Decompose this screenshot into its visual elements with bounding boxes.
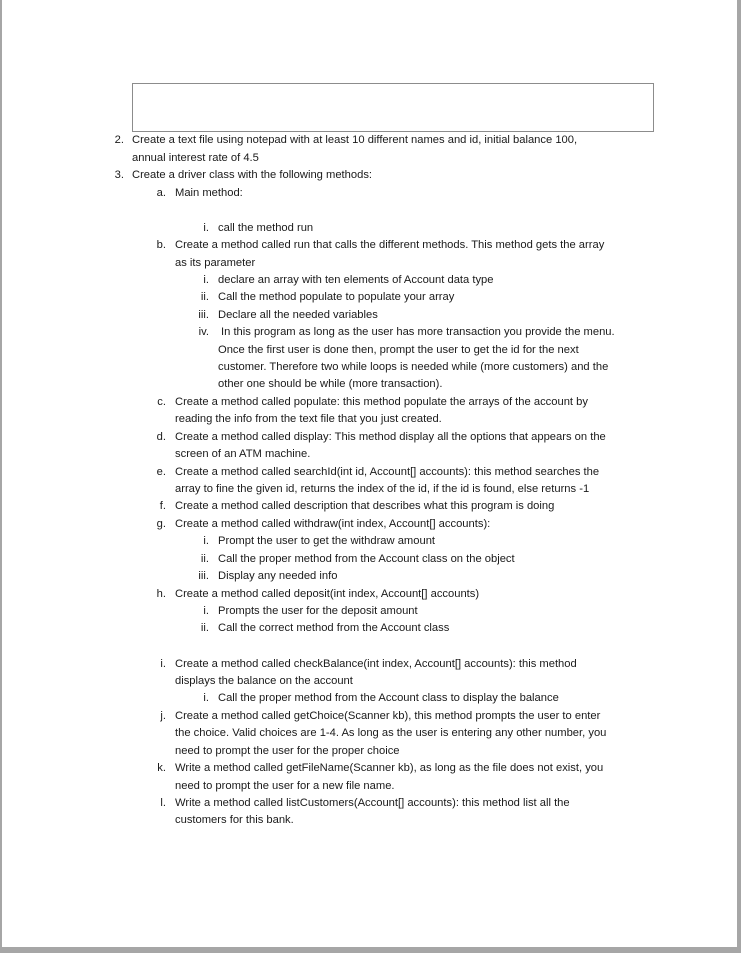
list-marker: b. xyxy=(156,239,166,251)
list-item-text: Prompts the user for the deposit amount xyxy=(218,605,418,617)
list-marker: ii. xyxy=(200,553,209,565)
document-page xyxy=(2,0,737,947)
list-item-text: customer. Therefore two while loops is needed while (more customers) and the xyxy=(218,361,609,373)
list-item-text: Create a method called display: This method display all the options that appears on the xyxy=(175,431,606,443)
list-item-text: reading the info from the text file that you just created. xyxy=(175,413,442,425)
list-item-text: Create a method called description that describes what this program is doing xyxy=(175,500,555,512)
list-marker: c. xyxy=(157,396,166,408)
list-marker: ii. xyxy=(200,622,209,634)
list-item-text: as its parameter xyxy=(175,257,256,269)
list-item-text: screen of an ATM machine. xyxy=(175,448,311,460)
list-marker: i. xyxy=(203,692,209,704)
list-marker: l. xyxy=(160,797,166,809)
list-item-text: Call the correct method from the Account class xyxy=(218,622,450,634)
list-marker: i. xyxy=(203,274,209,286)
list-item-text: call the method run xyxy=(218,222,314,234)
list-marker: k. xyxy=(157,762,166,774)
list-item-text: In this program as long as the user has more transaction you provide the menu. xyxy=(221,326,615,338)
list-item-text: Write a method called getFileName(Scanner kb), as long as the file does not exist, you xyxy=(175,762,604,774)
list-item-text: Create a driver class with the following methods: xyxy=(132,169,373,181)
list-item-text: Create a method called withdraw(int index, Account[] accounts): xyxy=(175,518,491,530)
list-item-text: array to fine the given id, returns the index of the id, if the id is found, else returns -1 xyxy=(175,483,590,495)
list-item-text: declare an array with ten elements of Account data type xyxy=(218,274,494,286)
list-item-text: Prompt the user to get the withdraw amount xyxy=(218,535,436,547)
empty-text-box xyxy=(132,83,654,132)
list-item-text: Call the method populate to populate your array xyxy=(218,291,455,303)
list-item-text: need to prompt the user for the proper choice xyxy=(175,745,400,757)
list-marker: g. xyxy=(156,518,166,530)
list-marker: i. xyxy=(160,658,166,670)
list-item-text: Create a method called checkBalance(int index, Account[] accounts): this method xyxy=(175,658,577,670)
list-marker: d. xyxy=(156,431,166,443)
list-item-text: Create a text file using notepad with at least 10 different names and id, initial balance 100, xyxy=(132,134,578,146)
list-item-text: other one should be while (more transaction). xyxy=(218,378,443,390)
list-marker: 3. xyxy=(114,169,124,181)
list-marker: f. xyxy=(159,500,166,512)
list-marker: h. xyxy=(156,588,166,600)
list-item-text: Create a method called populate: this method populate the arrays of the account by xyxy=(175,396,588,408)
list-item-text: annual interest rate of 4.5 xyxy=(132,152,259,164)
list-marker: iii. xyxy=(198,309,209,321)
list-marker: iv. xyxy=(198,326,209,338)
list-item-text: Create a method called deposit(int index, Account[] accounts) xyxy=(175,588,480,600)
list-item-text: Create a method called run that calls the different methods. This method gets the array xyxy=(175,239,605,251)
list-item-text: displays the balance on the account xyxy=(175,675,353,687)
list-item-text: Main method: xyxy=(175,187,243,199)
list-marker: a. xyxy=(156,187,166,199)
list-item-text: Create a method called searchId(int id, Account[] accounts): this method searches the xyxy=(175,466,600,478)
list-marker: i. xyxy=(203,535,209,547)
list-item-text: the choice. Valid choices are 1-4. As long as the user is entering any other number, you xyxy=(175,727,607,739)
list-item-text: Declare all the needed variables xyxy=(218,309,378,321)
list-item-text: Create a method called getChoice(Scanner kb), this method prompts the user to enter xyxy=(175,710,601,722)
list-marker: j. xyxy=(160,710,166,722)
list-item-text: customers for this bank. xyxy=(175,814,294,826)
list-marker: ii. xyxy=(200,291,209,303)
list-marker: 2. xyxy=(114,134,124,146)
list-marker: i. xyxy=(203,222,209,234)
list-marker: i. xyxy=(203,605,209,617)
list-item-text: Once the first user is done then, prompt the user to get the id for the next xyxy=(218,344,579,356)
list-marker: e. xyxy=(156,466,166,478)
list-item-text: Call the proper method from the Account class on the object xyxy=(218,553,515,565)
list-item-text: Write a method called listCustomers(Account[] accounts): this method list all the xyxy=(175,797,570,809)
list-marker: iii. xyxy=(198,570,209,582)
list-item-text: Display any needed info xyxy=(218,570,338,582)
list-item-text: Call the proper method from the Account class to display the balance xyxy=(218,692,559,704)
list-item-text: need to prompt the user for a new file name. xyxy=(175,780,395,792)
